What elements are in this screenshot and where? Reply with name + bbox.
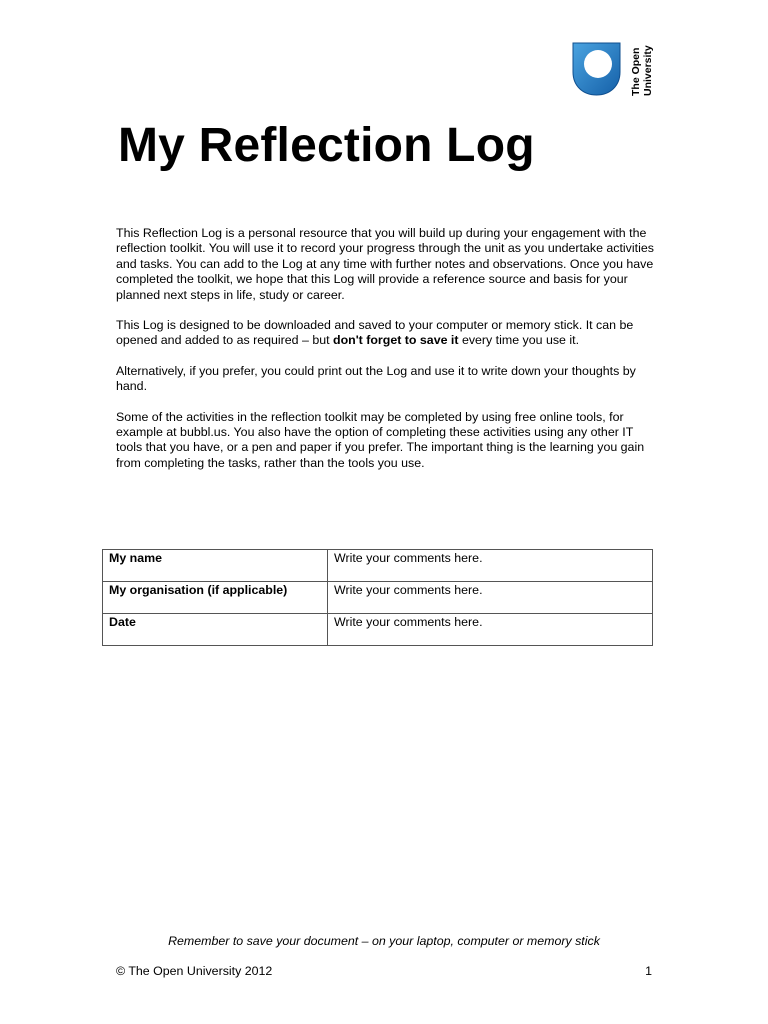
- name-field[interactable]: Write your comments here.: [328, 550, 653, 582]
- intro-paragraph-2-start: This Log is designed to be downloaded and saved to your computer or memory stick. It can be opened and added to as required – but: [116, 318, 634, 348]
- circle-icon: [584, 50, 612, 78]
- organisation-field[interactable]: Write your comments here.: [328, 582, 653, 614]
- save-reminder-text: Remember to save your document – on your laptop, computer or memory stick: [168, 934, 600, 948]
- table-row: [103, 550, 653, 582]
- date-label: Date: [103, 614, 328, 646]
- page-title: My Reflection Log: [118, 119, 535, 172]
- open-university-logo: [572, 42, 662, 98]
- organisation-label: My organisation (if applicable): [103, 582, 328, 614]
- logo-line2: University: [642, 45, 654, 96]
- details-table: [102, 549, 653, 646]
- table-row: [103, 614, 653, 646]
- name-label: My name: [103, 550, 328, 582]
- intro-paragraph-1: This Reflection Log is a personal resource that you will build up during your engagement with the reflection toolkit. You will use it to record your progress through the unit as you undertake activities and tasks. You can add to the Log at any time with further notes and observations. Once you have completed the toolkit, we hope that this Log will provide a reference source and basis for your planned next steps in life, study or career.: [116, 226, 654, 302]
- intro-paragraph-3: Alternatively, if you prefer, you could print out the Log and use it to write down your thoughts by hand.: [116, 363, 636, 394]
- save-reminder: [0, 934, 768, 949]
- intro-text: [116, 226, 656, 486]
- date-field[interactable]: Write your comments here.: [328, 614, 653, 646]
- intro-paragraph-2: [116, 318, 656, 349]
- page-number: 1: [645, 964, 652, 978]
- copyright: © The Open University 2012: [116, 964, 273, 978]
- intro-paragraph-2-end: every time you use it.: [458, 333, 580, 348]
- save-warning: don't forget to save it: [333, 333, 459, 348]
- intro-paragraph-4: Some of the activities in the reflection toolkit may be completed by using free online tools, for example at bubbl.us. You also have the option of completing these activities using any other IT tools that you have, or a pen and paper if you prefer. The important thing is the learning you gain from completing the tasks, rather than the tools you use.: [116, 409, 645, 470]
- logo-line1: The Open: [630, 47, 642, 96]
- table-row: [103, 582, 653, 614]
